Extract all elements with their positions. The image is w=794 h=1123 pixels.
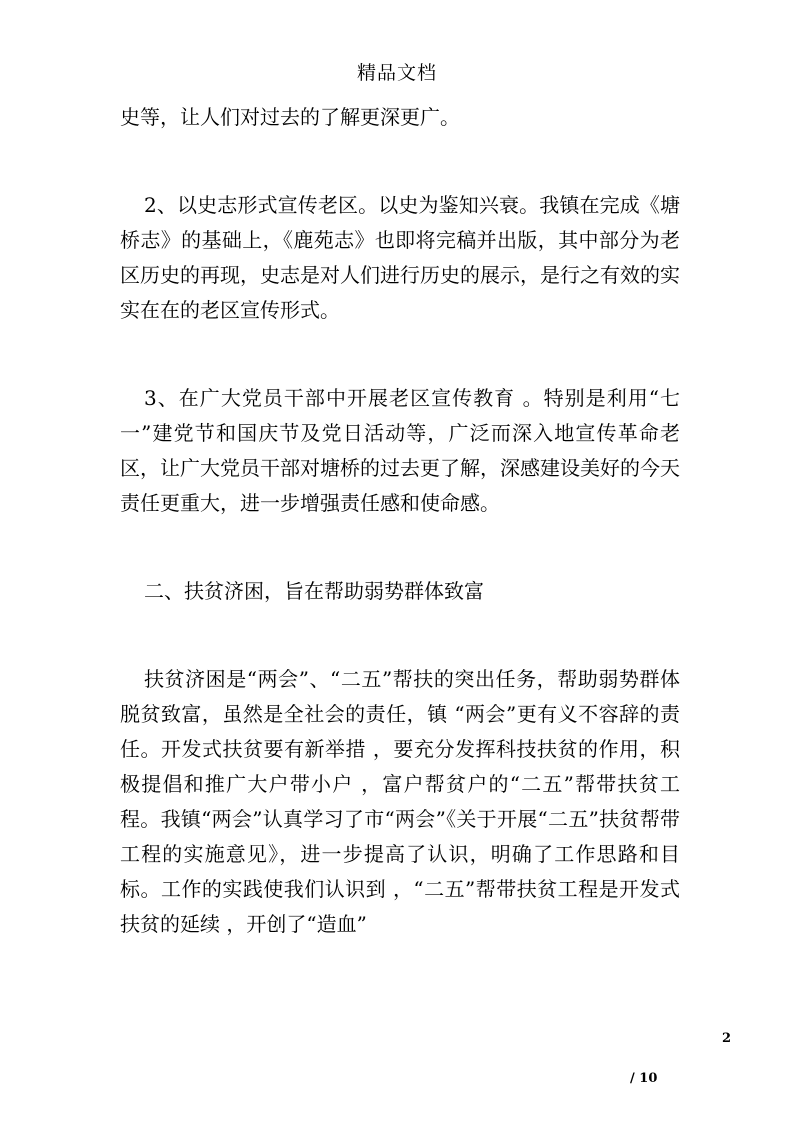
section-heading: 二、扶贫济困，旨在帮助弱势群体致富 [144,579,484,603]
paragraph-item-3: 3、在广大党员干部中开展老区宣传教育 。特别是利用“七一”建党节和国庆节及党日活动等，广泛而深入地宣传革命老区，让广大党员干部对塘桥的过去更了解，深感建设美好的今天责任更重大，进一步增强责任感和使命感。 [120,386,680,515]
page-count: / 10 [630,1071,658,1086]
paragraph-poverty-relief: 扶贫济困是“两会”、“二五”帮扶的突出任务，帮助弱势群体脱贫致富，虽然是全社会的责任，镇 “两会”更有义不容辞的责任。开发式扶贫要有新举措 ，要充分发挥科技扶贫的作用，积极提倡和推广大户带小户 ，富户帮贫户的“二五”帮带扶贫工程。我镇“两会”认真学习了市“两会”《关于开展“二五”扶贫帮带工程的实施意见》，进一步提高了认识，明确了工作思路和目标。工作的实践使我们认识到 ，“二五”帮带扶贫工程是开发式扶贫的延续 ，开创了“造血” [120,667,680,936]
document-header: 精品文档 [356,62,437,84]
page-number: 2 [722,1031,732,1046]
paragraph-continuation: 史等，让人们对过去的了解更深更广。 [120,105,460,129]
paragraph-item-2: 2、以史志形式宣传老区。以史为鉴知兴衰。我镇在完成《塘桥志》的基础上，《鹿苑志》也即将完稿并出版，其中部分为老区历史的再现，史志是对人们进行历史的展示，是行之有效的实实在在的老区宣传形式。 [120,193,680,322]
document-body [120,100,680,942]
